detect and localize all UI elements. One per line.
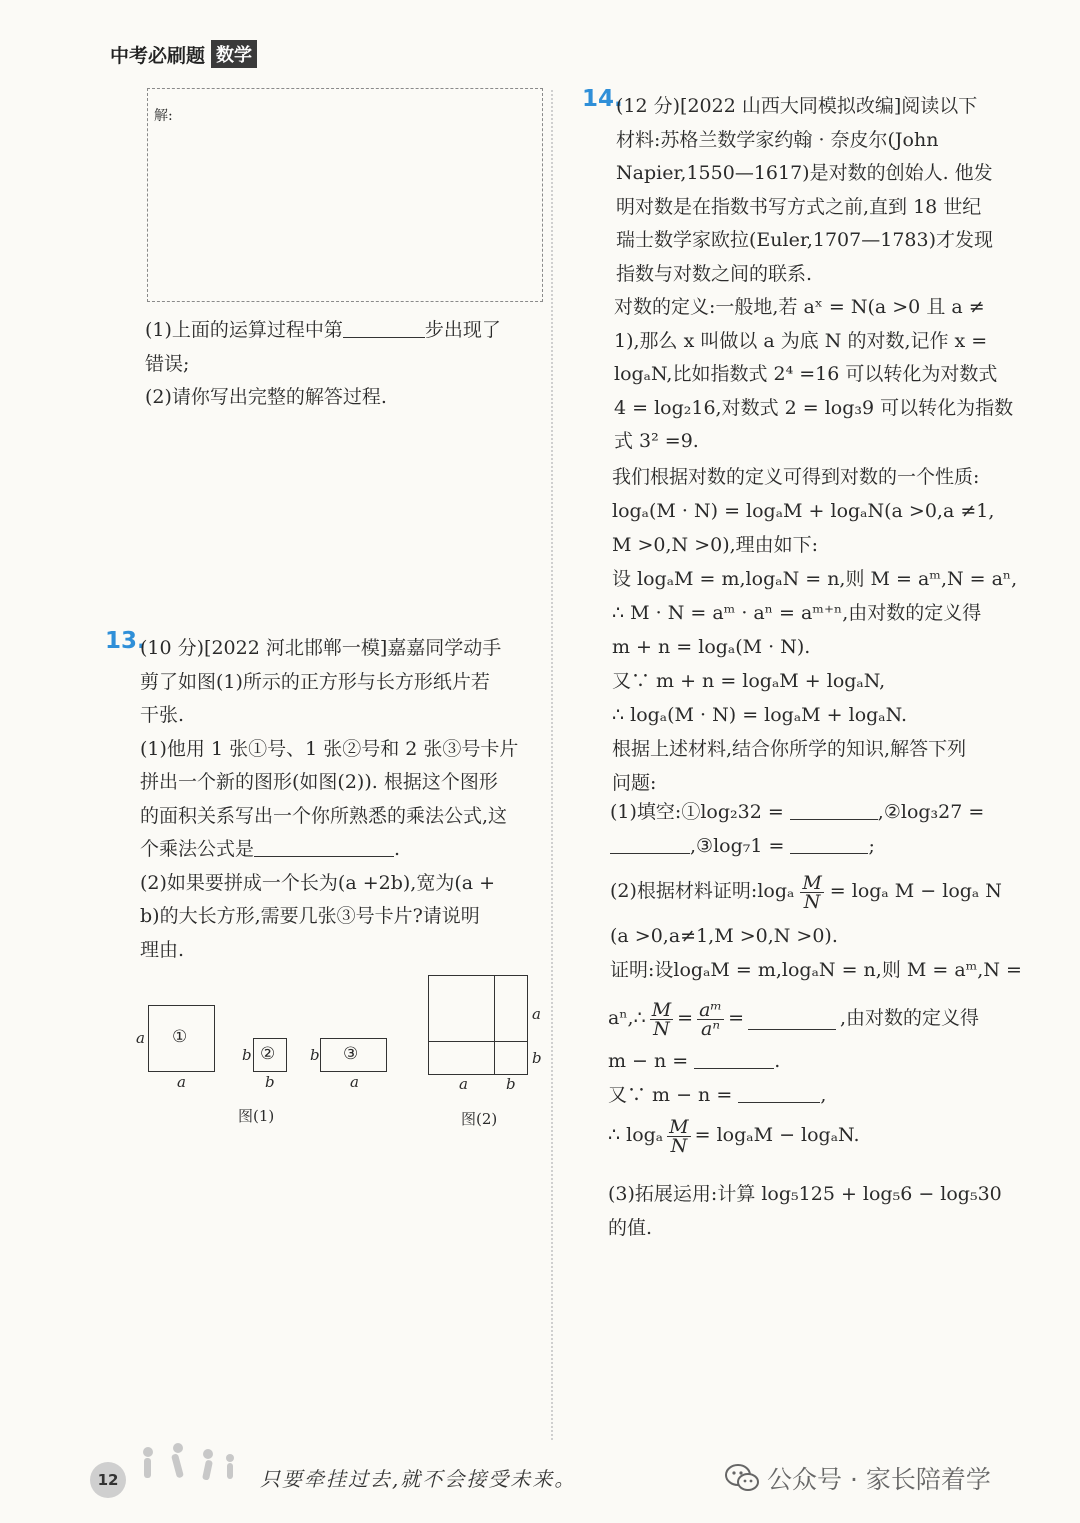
fig2-bottom-left-label: a — [459, 1075, 468, 1093]
q14-definition — [614, 291, 1034, 459]
q14-line: 设 logₐM = m,logₐN = n,则 M = aᵐ,N = aⁿ, — [612, 568, 1018, 590]
answer-blank — [610, 833, 690, 854]
q13-line: 理由. — [140, 938, 185, 961]
column-divider — [551, 90, 553, 1440]
q14-line: Napier,1550—1617)是对数的创始人. 他发 — [616, 162, 993, 184]
card-2-bottom-label: b — [265, 1073, 275, 1091]
q14-line: 瑞士数学家欧拉(Euler,1707—1783)才发现 — [616, 229, 993, 251]
q12-part2: (2)请你写出完整的解答过程. — [145, 386, 387, 408]
q13-line: b)的大长方形,需要几张③号卡片?请说明 — [140, 905, 480, 927]
fraction-m-over-n: $\frac{M}{N}$ — [669, 1115, 689, 1157]
q14-line: 问题: — [612, 772, 657, 794]
q14-line: 又∵ m + n = logₐM + logₐN, — [612, 670, 886, 692]
q13-line: 拼出一个新的图形(如图(2)). 根据这个图形 — [140, 771, 498, 793]
composite-square — [428, 975, 528, 1075]
q14-line: 根据上述材料,结合你所学的知识,解答下列 — [612, 738, 967, 760]
fraction-am-over-an: $\frac{\text{aᵐ}}{\text{aⁿ}}$ — [699, 998, 723, 1040]
q14-line: ∴ M · N = aᵐ · aⁿ = aᵐ⁺ⁿ,由对数的定义得 — [612, 602, 982, 624]
horizontal-divider — [428, 1041, 528, 1042]
q14-part2: (2)根据材料证明:logₐ $\frac{M}{N}$ = logₐ M − logₐ N (a >0,a≠1,M >0,N >0). 证明:设logₐM = m,logₐN = n,则 M = aᵐ,N = — [610, 868, 1035, 987]
watermark-text: 公众号 · 家长陪着学 — [767, 1465, 991, 1494]
q14-line: 1),那么 x 叫做以 a 为底 N 的对数,记作 x = — [614, 329, 988, 352]
q14-line: M >0,N >0),理由如下: — [612, 534, 819, 556]
q13-line: 的面积关系写出一个你所熟悉的乘法公式,这 — [140, 804, 508, 827]
page-header — [110, 40, 257, 68]
q14-line: 证明:设logₐM = m,logₐN = n,则 M = aᵐ,N = — [610, 958, 1022, 981]
q14-line: (12 分)[2022 山西大同模拟改编]阅读以下 — [616, 95, 978, 117]
q14-line: 对数的定义:一般地,若 aˣ = N(a >0 且 a ≠ — [614, 296, 985, 318]
fig2-bottom-right-label: b — [506, 1075, 516, 1093]
card-1-side-label: a — [136, 1029, 145, 1047]
q14-property — [612, 460, 1037, 800]
q14-line: 材料:苏格兰数学家约翰 · 奈皮尔(John — [616, 128, 939, 151]
figure-1 — [130, 995, 400, 1135]
q14-line: 我们根据对数的定义可得到对数的一个性质: — [612, 466, 980, 488]
q14-line: ∴ logₐ(M · N) = logₐM + logₐN. — [612, 704, 908, 726]
answer-blank — [748, 1009, 836, 1030]
q12-part1-cont: 错误; — [145, 352, 190, 375]
wechat-icon — [725, 1464, 759, 1492]
answer-blank — [790, 833, 868, 854]
fraction-m-over-n: $\frac{M}{N}$ — [802, 871, 822, 913]
vertical-divider — [494, 975, 495, 1075]
q14-line: m + n = logₐ(M · N). — [612, 636, 811, 658]
figure-2-caption: 图(2) — [461, 1110, 498, 1128]
solution-label: 解: — [154, 108, 173, 124]
answer-blank — [790, 799, 878, 820]
q13-number: 13. — [105, 628, 146, 654]
q12-part1: (1)上面的运算过程中第 步出现了 — [145, 319, 501, 341]
q12-parts — [145, 314, 550, 415]
q13-line: 剪了如图(1)所示的正方形与长方形纸片若 — [140, 670, 490, 693]
q14-line: (3)拓展运用:计算 log₅125 + log₅6 − log₅30 — [608, 1183, 1002, 1205]
q13-text — [140, 632, 550, 967]
answer-blank — [254, 836, 394, 857]
q14-line: (a >0,a≠1,M >0,N >0). — [610, 925, 838, 947]
q14-part1: (1)填空:①log₂32 = ,②log₃27 = ,③log₇1 = ; — [610, 801, 985, 857]
figure-2 — [428, 975, 553, 1135]
q14-line: 的值. — [608, 1216, 653, 1239]
q14-line: 指数与对数之间的联系. — [616, 262, 813, 285]
figure-1-caption: 图(1) — [238, 1107, 275, 1125]
card-1-bottom-label: a — [177, 1073, 186, 1091]
q13-line: (1)他用 1 张①号、1 张②号和 2 张③号卡片 — [140, 737, 519, 760]
solution-box — [147, 88, 543, 302]
card-3-mark: ③ — [343, 1044, 359, 1064]
q14-line: 式 3² =9. — [614, 430, 699, 452]
card-2-mark: ② — [260, 1044, 276, 1064]
card-2-side-label: b — [242, 1046, 252, 1064]
q13-line: 个乘法公式是 . — [140, 838, 401, 860]
answer-blank — [343, 317, 425, 338]
runners-decoration-icon — [130, 1440, 240, 1500]
q14-proof: aⁿ,∴ $\frac{M}{N}$ = $\frac{\text{aᵐ}}{\text{aⁿ}}$ = ,由对数的定义得 m − n = . 又∵ m − n = , ∴ logₐ $\frac{M}{N}$ = logₐM − logₐN. — [608, 998, 980, 1157]
q13-line: (2)如果要拼成一个长为(a +2b),宽为(a + — [140, 871, 496, 894]
q14-part3 — [608, 1178, 1038, 1245]
card-1-mark: ① — [172, 1027, 188, 1047]
watermark — [725, 1460, 991, 1496]
fraction-m-over-n: $\frac{M}{N}$ — [651, 998, 672, 1040]
card-3-side-label: b — [310, 1046, 320, 1064]
fig2-right-bottom-label: b — [532, 1049, 542, 1067]
q14-line: logₐN,比如指数式 2⁴ =16 可以转化为对数式 — [614, 363, 998, 385]
page-number-badge: 12 — [90, 1462, 126, 1498]
brand-title: 中考必刷题 — [110, 44, 206, 67]
q13-line: (10 分)[2022 河北邯郸一模]嘉嘉同学动手 — [140, 637, 502, 659]
fig2-right-top-label: a — [532, 1005, 541, 1023]
q14-line: 明对数是在指数书写方式之前,直到 18 世纪 — [616, 195, 982, 218]
q14-intro — [616, 90, 1036, 291]
card-3-bottom-label: a — [350, 1073, 359, 1091]
q14-line: logₐ(M · N) = logₐM + logₐN(a >0,a ≠1, — [612, 500, 995, 522]
answer-blank — [738, 1082, 820, 1103]
answer-blank — [694, 1048, 774, 1069]
subject-badge: 数学 — [211, 40, 257, 68]
footer-motto: 只要牵挂过去,就不会接受未来。 — [260, 1467, 577, 1491]
q14-number: 14. — [582, 86, 623, 112]
q14-line: 4 = log₂16,对数式 2 = log₃9 可以转化为指数 — [614, 396, 1014, 419]
q13-line: 干张. — [140, 704, 185, 726]
